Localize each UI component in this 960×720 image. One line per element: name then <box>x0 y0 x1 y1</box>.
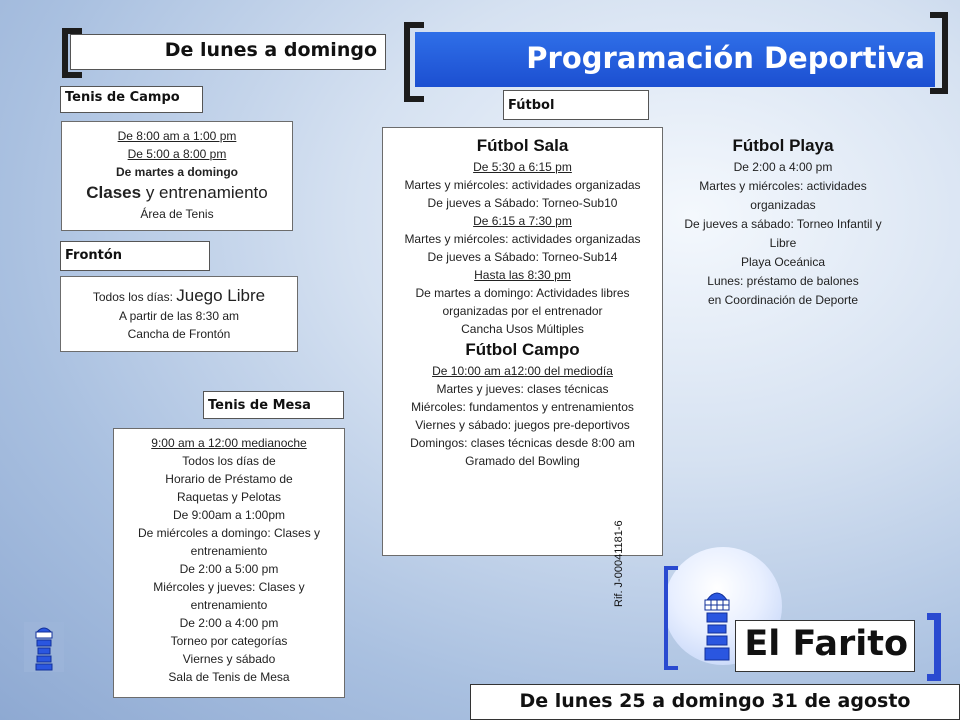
clases-word: Clases <box>86 183 142 202</box>
brand-name: El Farito <box>735 620 915 672</box>
tenis-mesa-header: Tenis de Mesa <box>203 391 344 419</box>
fronton-line: A partir de las 8:30 am <box>118 309 240 323</box>
tenis-mesa-line: entrenamiento <box>190 544 268 558</box>
futbol-campo-line: Gramado del Bowling <box>465 454 580 468</box>
fronton-line: Cancha de Frontón <box>127 327 231 341</box>
tenis-campo-line: De martes a domingo <box>115 165 239 179</box>
tenis-campo-header: Tenis de Campo <box>60 86 203 113</box>
tenis-mesa-line: entrenamiento <box>190 598 268 612</box>
tenis-mesa-line: De 2:00 a 4:00 pm <box>179 616 279 630</box>
lighthouse-icon-small <box>24 622 64 672</box>
futbol-playa-title: Fútbol Playa <box>732 136 834 155</box>
futbol-campo-line: Martes y jueves: clases técnicas <box>436 382 609 396</box>
futbol-sala-title: Fútbol Sala <box>476 136 569 155</box>
title-right-bracket <box>930 12 948 94</box>
tenis-mesa-line: 9:00 am a 12:00 medianoche <box>151 436 307 450</box>
futbol-sala-line: Martes y miércoles: actividades organizadas <box>404 232 641 246</box>
futbol-header: Fútbol <box>503 90 649 120</box>
futbol-campo-title: Fútbol Campo <box>465 340 580 359</box>
futbol-sala-line: De jueves a Sábado: Torneo-Sub10 <box>427 196 618 210</box>
tenis-mesa-line: Horario de Préstamo de <box>165 472 293 486</box>
tenis-mesa-line: De 2:00 a 5:00 pm <box>179 562 279 576</box>
futbol-sala-line: De jueves a Sábado: Torneo-Sub14 <box>427 250 618 264</box>
tenis-campo-line: Área de Tenis <box>140 207 214 221</box>
fronton-header: Frontón <box>60 241 210 271</box>
futbol-campo-line: Domingos: clases técnicas desde 8:00 am <box>410 436 635 450</box>
futbol-playa-line: Playa Oceánica <box>740 255 826 269</box>
futbol-sala-line: organizadas por el entrenador <box>442 304 603 318</box>
futbol-playa-line: Lunes: préstamo de balones <box>707 274 859 288</box>
futbol-campo-line: Miércoles: fundamentos y entrenamientos <box>411 400 634 414</box>
lighthouse-icon <box>695 586 739 666</box>
futbol-playa-section <box>668 134 898 310</box>
brand-right-bracket <box>927 613 941 681</box>
juego-libre-text: Juego Libre <box>176 286 266 305</box>
futbol-playa-line: Martes y miércoles: actividades <box>699 179 867 193</box>
tenis-campo-line: De 8:00 am a 1:00 pm <box>117 129 237 143</box>
futbol-playa-line: organizadas <box>750 198 816 212</box>
date-range-banner: De lunes 25 a domingo 31 de agosto <box>470 684 960 720</box>
futbol-playa-line: en Coordinación de Deporte <box>707 293 859 307</box>
tenis-mesa-line: Miércoles y jueves: Clases y <box>153 580 305 594</box>
tenis-mesa-line: Todos los días de <box>182 454 276 468</box>
futbol-campo-line: Viernes y sábado: juegos pre-deportivos <box>415 418 630 432</box>
tenis-campo-line: De 5:00 a 8:00 pm <box>127 147 227 161</box>
page-title: Programación Deportiva <box>415 32 935 87</box>
tenis-mesa-line: Viernes y sábado <box>182 652 276 666</box>
futbol-sala-line: De 5:30 a 6:15 pm <box>473 160 572 174</box>
futbol-sala-line: Martes y miércoles: actividades organizadas <box>404 178 641 192</box>
tenis-mesa-line: De 9:00am a 1:00pm <box>172 508 286 522</box>
futbol-playa-line: De 2:00 a 4:00 pm <box>733 160 833 174</box>
todos-los-dias-text: Todos los días: <box>92 290 177 304</box>
futbol-sala-line: De martes a domingo: Actividades libres <box>415 286 630 300</box>
futbol-playa-line: Libre <box>769 236 797 250</box>
tenis-campo-clases-line <box>62 181 292 205</box>
fronton-box <box>60 276 298 352</box>
futbol-sala-line: Hasta las 8:30 pm <box>474 268 571 282</box>
rif-number: Rif. J-00041181-6 <box>613 520 625 607</box>
tenis-mesa-line: De miércoles a domingo: Clases y <box>137 526 321 540</box>
futbol-sala-line: De 6:15 a 7:30 pm <box>473 214 572 228</box>
futbol-playa-line: De jueves a sábado: Torneo Infantil y <box>684 217 882 231</box>
tenis-mesa-line: Raquetas y Pelotas <box>176 490 282 504</box>
futbol-sala-line: Cancha Usos Múltiples <box>461 322 584 336</box>
logo-left-bracket <box>664 566 678 670</box>
days-banner: De lunes a domingo <box>70 34 386 70</box>
tenis-mesa-line: Sala de Tenis de Mesa <box>168 670 290 684</box>
entrenamiento-phrase: y entrenamiento <box>141 183 268 202</box>
title-left-bracket <box>404 22 424 102</box>
tenis-mesa-line: Torneo por categorías <box>170 634 288 648</box>
tenis-mesa-box <box>113 428 345 698</box>
futbol-campo-line: De 10:00 am a12:00 del mediodía <box>432 364 613 378</box>
fronton-juego-line <box>61 285 297 307</box>
tenis-campo-box <box>61 121 293 231</box>
